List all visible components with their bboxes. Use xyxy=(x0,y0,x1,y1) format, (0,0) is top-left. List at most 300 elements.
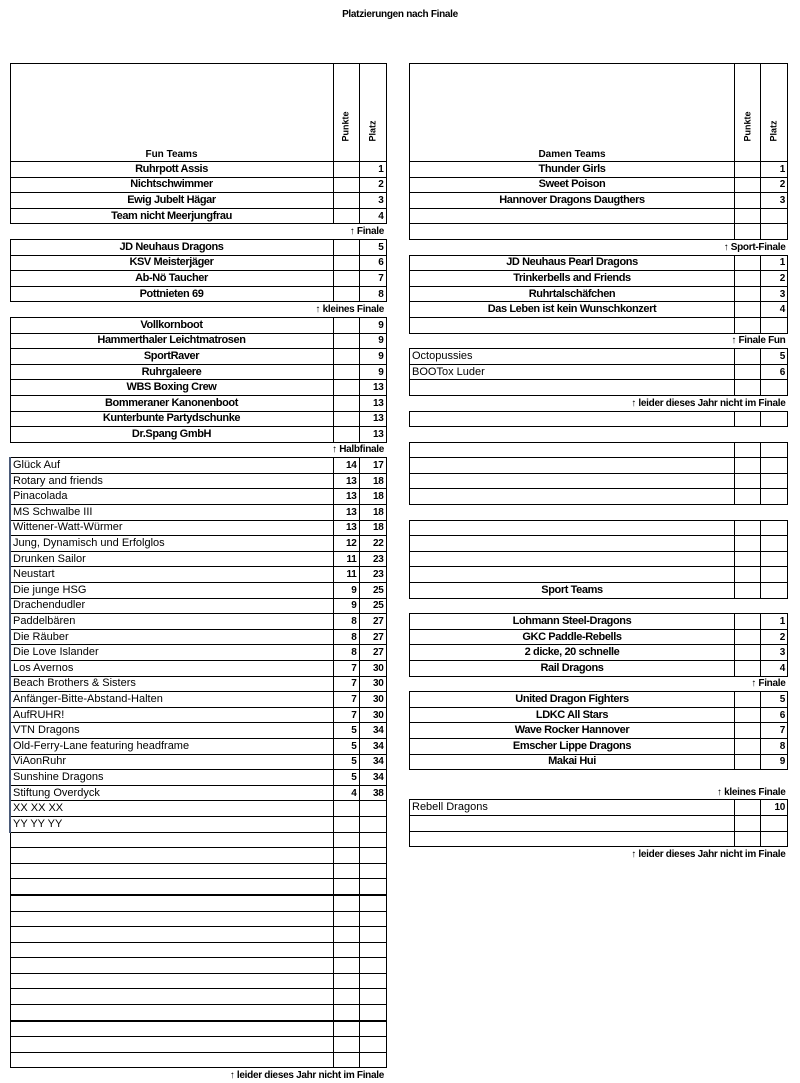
team-row xyxy=(10,162,386,178)
team-name: VTN Dragons xyxy=(10,723,333,739)
empty-cell xyxy=(735,411,761,427)
team-name: KSV Meisterjäger xyxy=(10,255,333,271)
empty-cell xyxy=(410,380,735,396)
team-platz: 9 xyxy=(359,333,386,349)
empty-row xyxy=(410,224,788,240)
header-row xyxy=(410,64,788,162)
team-name: JD Neuhaus Dragons xyxy=(10,239,333,255)
team-row xyxy=(10,177,386,193)
empty-cell xyxy=(735,458,761,474)
empty-cell xyxy=(359,1037,386,1053)
team-row xyxy=(10,317,386,333)
empty-row xyxy=(10,973,386,989)
team-row xyxy=(10,380,386,396)
team-row xyxy=(10,286,386,302)
team-name: Neustart xyxy=(10,567,333,583)
column-header-punkte xyxy=(333,64,359,162)
empty-row xyxy=(410,473,788,489)
empty-row xyxy=(10,832,386,848)
separator-row xyxy=(410,395,788,411)
team-platz: 3 xyxy=(761,193,788,209)
team-row xyxy=(10,754,386,770)
empty-cell xyxy=(333,989,359,1005)
sport-header-row xyxy=(410,583,788,599)
empty-cell xyxy=(410,831,735,847)
team-row xyxy=(10,349,386,365)
team-platz: 13 xyxy=(359,380,386,396)
punkte-label: Punkte xyxy=(340,111,351,142)
empty-cell xyxy=(761,831,788,847)
empty-cell xyxy=(735,224,761,240)
empty-row xyxy=(10,927,386,943)
team-row xyxy=(410,255,788,271)
team-row xyxy=(410,629,788,645)
team-punkte: 8 xyxy=(333,645,359,661)
empty-row xyxy=(410,815,788,831)
team-platz: 3 xyxy=(359,193,386,209)
team-name: Team nicht Meerjungfrau xyxy=(10,208,333,224)
team-platz: 23 xyxy=(359,551,386,567)
empty-cell xyxy=(410,473,735,489)
empty-cell xyxy=(735,536,761,552)
team-punkte: 4 xyxy=(333,785,359,801)
empty-row xyxy=(10,942,386,958)
empty-row xyxy=(410,411,788,427)
empty-row xyxy=(410,380,788,396)
team-name: Anfänger-Bitte-Abstand-Halten xyxy=(10,692,333,708)
separator-row xyxy=(410,847,788,862)
team-name: YY YY YY xyxy=(10,816,333,832)
team-platz: 18 xyxy=(359,489,386,505)
empty-cell xyxy=(333,863,359,879)
empty-row xyxy=(410,831,788,847)
team-row xyxy=(10,333,386,349)
header-row xyxy=(10,64,386,162)
team-row xyxy=(10,707,386,723)
separator-row xyxy=(410,676,788,692)
team-punkte xyxy=(333,427,359,443)
empty-cell xyxy=(10,958,333,974)
empty-cell xyxy=(761,380,788,396)
team-punkte xyxy=(333,193,359,209)
team-platz: 25 xyxy=(359,598,386,614)
team-punkte xyxy=(735,723,761,739)
empty-cell xyxy=(761,208,788,224)
empty-cell xyxy=(10,848,333,864)
team-name: Pottnieten 69 xyxy=(10,286,333,302)
team-platz: 13 xyxy=(359,427,386,443)
team-name: Das Leben ist kein Wunschkonzert xyxy=(410,302,735,318)
team-platz: 18 xyxy=(359,520,386,536)
team-row xyxy=(10,551,386,567)
empty-row xyxy=(10,958,386,974)
team-row xyxy=(10,598,386,614)
empty-cell xyxy=(359,942,386,958)
team-platz: 34 xyxy=(359,754,386,770)
separator-label: ↑ kleines Finale xyxy=(716,786,786,798)
team-name: Die junge HSG xyxy=(10,583,333,599)
empty-cell xyxy=(10,942,333,958)
gap-cell xyxy=(410,598,788,614)
empty-row xyxy=(410,520,788,536)
empty-cell xyxy=(761,551,788,567)
empty-cell xyxy=(333,1037,359,1053)
empty-cell xyxy=(735,551,761,567)
empty-cell xyxy=(333,942,359,958)
team-punkte: 11 xyxy=(333,567,359,583)
team-platz: 34 xyxy=(359,770,386,786)
empty-cell xyxy=(359,895,386,911)
empty-row xyxy=(410,567,788,583)
team-row xyxy=(10,629,386,645)
team-platz: 1 xyxy=(359,162,386,178)
team-punkte xyxy=(735,707,761,723)
gap-row xyxy=(410,598,788,614)
team-row xyxy=(10,645,386,661)
team-platz: 9 xyxy=(359,349,386,365)
separator-label: ↑ kleines Finale xyxy=(315,304,384,316)
empty-cell xyxy=(10,1005,333,1021)
team-punkte xyxy=(333,411,359,427)
team-row xyxy=(410,738,788,754)
team-punkte xyxy=(735,614,761,630)
team-name: Vollkornboot xyxy=(10,317,333,333)
separator-label: ↑ Halbfinale xyxy=(332,444,384,456)
team-platz: 10 xyxy=(761,800,788,816)
team-platz: 13 xyxy=(359,411,386,427)
empty-cell xyxy=(735,567,761,583)
team-row xyxy=(410,692,788,708)
team-name: Hannover Dragons Daugthers xyxy=(410,193,735,209)
team-row xyxy=(10,801,386,817)
team-row xyxy=(10,364,386,380)
team-row xyxy=(10,427,386,443)
team-punkte xyxy=(735,349,761,365)
team-platz: 17 xyxy=(359,458,386,474)
team-name: Thunder Girls xyxy=(410,162,735,178)
team-name: Los Avernos xyxy=(10,661,333,677)
empty-cell xyxy=(333,1021,359,1037)
damen-teams-table xyxy=(409,63,788,862)
team-name: Bommeraner Kanonenboot xyxy=(10,395,333,411)
team-row xyxy=(410,162,788,178)
team-platz: 30 xyxy=(359,661,386,677)
team-punkte xyxy=(333,801,359,817)
empty-row xyxy=(410,551,788,567)
team-punkte: 13 xyxy=(333,489,359,505)
empty-cell xyxy=(735,583,761,599)
empty-cell xyxy=(761,224,788,240)
team-platz: 2 xyxy=(761,177,788,193)
empty-cell xyxy=(761,815,788,831)
team-platz: 18 xyxy=(359,505,386,521)
team-punkte: 7 xyxy=(333,676,359,692)
team-name: Sweet Poison xyxy=(410,177,735,193)
empty-cell xyxy=(761,489,788,505)
team-name: Jung, Dynamisch und Erfolglos xyxy=(10,536,333,552)
team-name: Rail Dragons xyxy=(410,661,735,677)
separator-row xyxy=(10,1068,386,1083)
empty-cell xyxy=(333,879,359,895)
empty-cell xyxy=(359,989,386,1005)
team-platz xyxy=(359,816,386,832)
empty-row xyxy=(10,1052,386,1068)
separator-row xyxy=(410,239,788,255)
team-name: Lohmann Steel-Dragons xyxy=(410,614,735,630)
punkte-label: Punkte xyxy=(742,111,752,142)
team-name: Octopussies xyxy=(410,349,735,365)
team-platz: 18 xyxy=(359,473,386,489)
gap-row xyxy=(410,770,788,785)
team-name: Dr.Spang GmbH xyxy=(10,427,333,443)
empty-cell xyxy=(735,831,761,847)
team-punkte xyxy=(333,286,359,302)
empty-cell xyxy=(359,863,386,879)
team-punkte xyxy=(735,738,761,754)
team-name: XX XX XX xyxy=(10,801,333,817)
empty-cell xyxy=(333,1005,359,1021)
empty-cell xyxy=(761,567,788,583)
team-row xyxy=(410,364,788,380)
empty-row xyxy=(10,1037,386,1053)
team-row xyxy=(410,286,788,302)
team-platz: 1 xyxy=(761,614,788,630)
team-name: GKC Paddle-Rebells xyxy=(410,629,735,645)
team-name: Paddelbären xyxy=(10,614,333,630)
empty-row xyxy=(10,1005,386,1021)
empty-cell xyxy=(10,879,333,895)
empty-cell xyxy=(410,489,735,505)
empty-cell xyxy=(359,832,386,848)
team-platz: 13 xyxy=(359,395,386,411)
team-punkte xyxy=(333,333,359,349)
team-punkte xyxy=(333,364,359,380)
team-punkte xyxy=(333,177,359,193)
gap-row xyxy=(410,505,788,521)
team-name: JD Neuhaus Pearl Dragons xyxy=(410,255,735,271)
team-punkte xyxy=(735,271,761,287)
team-name: United Dragon Fighters xyxy=(410,692,735,708)
column-header-team: Damen Teams xyxy=(410,64,735,162)
team-name: MS Schwalbe III xyxy=(10,505,333,521)
empty-row xyxy=(10,911,386,927)
team-name: Die Love Islander xyxy=(10,645,333,661)
team-row xyxy=(410,723,788,739)
team-name: Ruhrtalschäfchen xyxy=(410,286,735,302)
empty-cell xyxy=(10,1037,333,1053)
empty-cell xyxy=(735,815,761,831)
separator-row xyxy=(10,224,386,240)
empty-cell xyxy=(735,317,761,333)
team-platz: 23 xyxy=(359,567,386,583)
column-header-platz xyxy=(359,64,386,162)
team-row xyxy=(10,395,386,411)
team-platz: 9 xyxy=(359,317,386,333)
team-name: Beach Brothers & Sisters xyxy=(10,676,333,692)
empty-row xyxy=(410,442,788,458)
empty-cell xyxy=(359,879,386,895)
team-punkte xyxy=(735,255,761,271)
team-platz: 5 xyxy=(761,349,788,365)
empty-cell xyxy=(359,958,386,974)
team-row xyxy=(10,489,386,505)
team-platz: 4 xyxy=(761,661,788,677)
team-platz: 8 xyxy=(761,738,788,754)
team-row xyxy=(10,505,386,521)
team-name: Sunshine Dragons xyxy=(10,770,333,786)
empty-row xyxy=(410,489,788,505)
empty-row xyxy=(10,895,386,911)
team-punkte: 9 xyxy=(333,583,359,599)
team-name: Trinkerbells and Friends xyxy=(410,271,735,287)
team-platz: 27 xyxy=(359,629,386,645)
team-row xyxy=(10,536,386,552)
empty-cell xyxy=(10,973,333,989)
empty-cell xyxy=(410,224,735,240)
team-platz: 2 xyxy=(359,177,386,193)
team-punkte: 9 xyxy=(333,598,359,614)
team-name: ViAonRuhr xyxy=(10,754,333,770)
empty-cell xyxy=(333,958,359,974)
team-row xyxy=(10,816,386,832)
team-name: Die Räuber xyxy=(10,629,333,645)
team-punkte xyxy=(735,162,761,178)
separator-label: ↑ Finale Fun xyxy=(731,335,786,347)
team-platz: 30 xyxy=(359,676,386,692)
team-punkte: 5 xyxy=(333,770,359,786)
team-name: Drachendudler xyxy=(10,598,333,614)
empty-cell xyxy=(761,536,788,552)
gap-cell xyxy=(410,505,788,521)
team-punkte: 13 xyxy=(333,473,359,489)
team-punkte xyxy=(735,692,761,708)
empty-cell xyxy=(10,989,333,1005)
team-name: Ewig Jubelt Hägar xyxy=(10,193,333,209)
team-punkte xyxy=(333,349,359,365)
team-name: Makai Hui xyxy=(410,754,735,770)
team-name: AufRUHR! xyxy=(10,707,333,723)
team-name: Glück Auf xyxy=(10,458,333,474)
team-platz: 6 xyxy=(761,707,788,723)
team-punkte: 11 xyxy=(333,551,359,567)
team-platz: 27 xyxy=(359,614,386,630)
team-name: Wave Rocker Hannover xyxy=(410,723,735,739)
empty-cell xyxy=(410,520,735,536)
team-row xyxy=(10,411,386,427)
team-punkte xyxy=(735,193,761,209)
separator-label: ↑ Finale xyxy=(349,226,384,238)
team-row xyxy=(10,255,386,271)
team-punkte xyxy=(333,239,359,255)
column-header-platz xyxy=(761,64,788,162)
empty-row xyxy=(10,879,386,895)
team-punkte: 8 xyxy=(333,629,359,645)
empty-cell xyxy=(735,473,761,489)
empty-cell xyxy=(10,863,333,879)
empty-cell xyxy=(333,848,359,864)
team-row xyxy=(10,271,386,287)
team-row xyxy=(10,473,386,489)
team-punkte: 5 xyxy=(333,723,359,739)
empty-cell xyxy=(410,458,735,474)
empty-cell xyxy=(359,973,386,989)
team-name: Nichtschwimmer xyxy=(10,177,333,193)
team-row xyxy=(10,676,386,692)
team-platz: 3 xyxy=(761,286,788,302)
team-platz: 4 xyxy=(761,302,788,318)
team-name: 2 dicke, 20 schnelle xyxy=(410,645,735,661)
team-platz xyxy=(359,801,386,817)
team-row xyxy=(410,614,788,630)
separator-row xyxy=(410,333,788,349)
empty-cell xyxy=(10,895,333,911)
empty-cell xyxy=(333,927,359,943)
column-header-punkte xyxy=(735,64,761,162)
team-punkte xyxy=(735,754,761,770)
page-title: Platzierungen nach Finale xyxy=(342,9,458,20)
team-name: Old-Ferry-Lane featuring headframe xyxy=(10,738,333,754)
team-name: WBS Boxing Crew xyxy=(10,380,333,396)
team-row xyxy=(10,661,386,677)
team-name: Ab-Nö Taucher xyxy=(10,271,333,287)
team-platz: 25 xyxy=(359,583,386,599)
team-platz: 30 xyxy=(359,707,386,723)
team-punkte: 8 xyxy=(333,614,359,630)
empty-cell xyxy=(410,567,735,583)
team-row xyxy=(10,770,386,786)
team-punkte: 5 xyxy=(333,738,359,754)
empty-cell xyxy=(410,536,735,552)
team-platz: 30 xyxy=(359,692,386,708)
separator-label: ↑ Finale xyxy=(751,678,786,690)
team-row xyxy=(10,738,386,754)
empty-row xyxy=(10,863,386,879)
empty-cell xyxy=(761,520,788,536)
team-platz: 38 xyxy=(359,785,386,801)
empty-cell xyxy=(10,927,333,943)
team-punkte: 13 xyxy=(333,505,359,521)
team-platz: 5 xyxy=(359,239,386,255)
empty-row xyxy=(10,848,386,864)
gap-cell xyxy=(410,770,788,785)
empty-cell xyxy=(333,832,359,848)
empty-cell xyxy=(359,1005,386,1021)
team-name: Ruhrpott Assis xyxy=(10,162,333,178)
team-row xyxy=(410,349,788,365)
team-row xyxy=(410,661,788,677)
team-punkte xyxy=(333,816,359,832)
team-row xyxy=(410,177,788,193)
team-name: SportRaver xyxy=(10,349,333,365)
empty-cell xyxy=(761,442,788,458)
sport-teams-header: Sport Teams xyxy=(410,583,735,599)
empty-cell xyxy=(359,848,386,864)
team-punkte xyxy=(735,645,761,661)
team-punkte: 7 xyxy=(333,692,359,708)
team-name: Pinacolada xyxy=(10,489,333,505)
team-platz: 9 xyxy=(761,754,788,770)
team-punkte: 14 xyxy=(333,458,359,474)
team-name: Hammerthaler Leichtmatrosen xyxy=(10,333,333,349)
team-platz: 6 xyxy=(359,255,386,271)
separator-row xyxy=(10,442,386,458)
team-platz: 34 xyxy=(359,723,386,739)
empty-cell xyxy=(10,1021,333,1037)
team-row xyxy=(10,723,386,739)
team-row xyxy=(410,302,788,318)
team-punkte xyxy=(735,177,761,193)
team-punkte xyxy=(735,800,761,816)
